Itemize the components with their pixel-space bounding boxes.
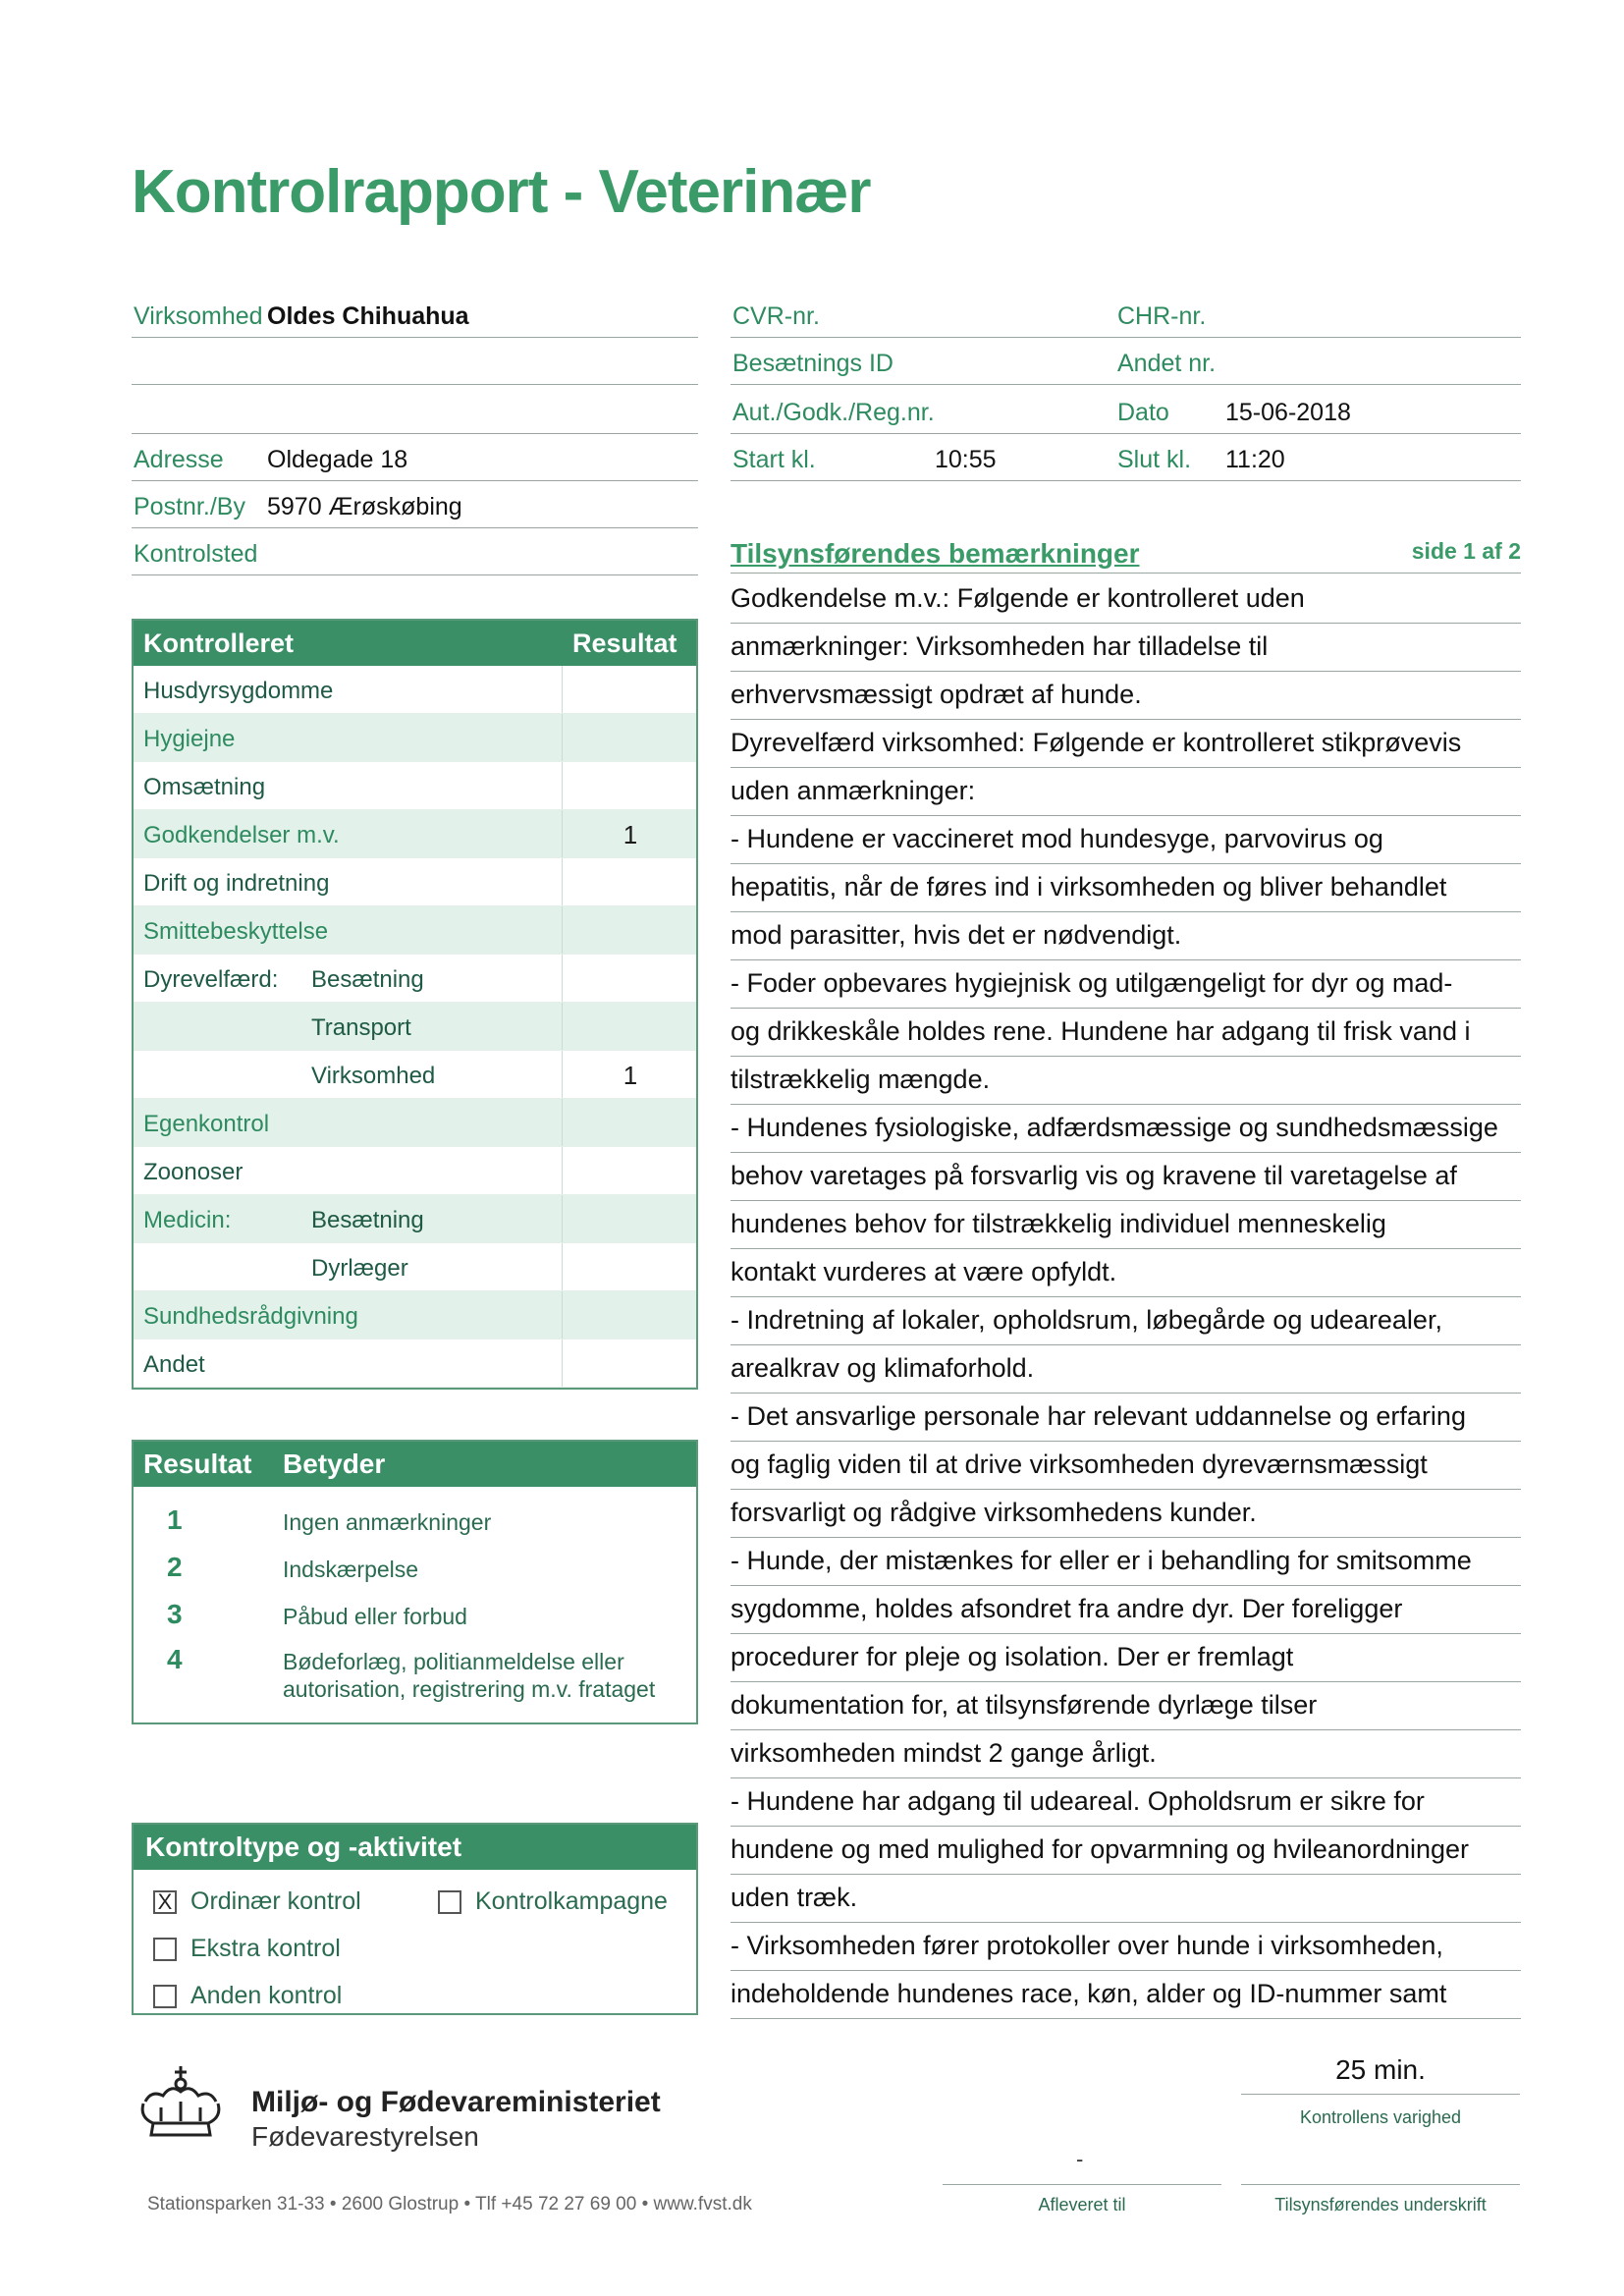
row-result [562, 1147, 698, 1194]
table-row [134, 1243, 696, 1291]
table-row [134, 906, 696, 955]
slut-value: 11:20 [1225, 446, 1285, 473]
checkbox-checked[interactable]: X [153, 1890, 177, 1914]
remark-line: uden anmærkninger: [731, 768, 1521, 816]
checkbox-label: Anden kontrol [190, 1982, 343, 2009]
field-kontrolsted [132, 528, 698, 575]
ekstra-kontrol-checkbox[interactable] [153, 1935, 341, 1963]
row-result [562, 714, 698, 761]
kontrolsted-label: Kontrolsted [134, 540, 258, 568]
remark-line: Dyrevelfærd virksomhed: Følgende er kontrolleret stikprøvevis [731, 720, 1521, 768]
remark-line: - Hundenes fysiologiske, adfærdsmæssige og sundhedsmæssige [731, 1105, 1521, 1153]
kontrolleret-table [132, 619, 698, 1390]
checkbox-label: Kontrolkampagne [475, 1887, 668, 1915]
dato-label: Dato [1117, 399, 1169, 426]
remarks-header [731, 538, 1521, 574]
start-value: 10:55 [935, 446, 997, 473]
field-virksomhed [132, 291, 698, 338]
row-result: 1 [562, 810, 698, 857]
row-label: Andet [143, 1351, 205, 1378]
field-cvr-chr [731, 291, 1521, 338]
kontrolleret-header: Kontrolleret [143, 629, 295, 658]
kontrolleret-table-header [134, 621, 696, 666]
row-label: Zoonoser [143, 1159, 244, 1185]
table-row [134, 810, 696, 858]
page-indicator: side 1 af 2 [1411, 538, 1521, 564]
postnr-label: Postnr./By [134, 493, 245, 520]
remark-line: - Foder opbevares hygiejnisk og utilgængeligt for dyr og mad- [731, 960, 1521, 1009]
andet-label: Andet nr. [1117, 350, 1217, 377]
row-label: Husdyrsygdomme [143, 678, 334, 704]
adresse-label: Adresse [134, 446, 224, 473]
table-row [134, 1147, 696, 1195]
remark-line: tilstrækkelig mængde. [731, 1057, 1521, 1105]
adresse-value: Oldegade 18 [267, 446, 408, 473]
field-start-slut [731, 434, 1521, 481]
footer-address: Stationsparken 31-33 • 2600 Glostrup • Tlf +45 72 27 69 00 • www.fvst.dk [147, 2194, 752, 2214]
row-label: Godkendelser m.v. [143, 822, 340, 848]
remark-line: - Hunde, der mistænkes for eller er i behandling for smitsomme [731, 1538, 1521, 1586]
checkbox-label: Ordinær kontrol [190, 1887, 361, 1915]
field-virksomhed-line2 [132, 338, 698, 385]
table-row [134, 1291, 696, 1339]
table-row [134, 1051, 696, 1099]
remark-line: sygdomme, holdes afsondret fra andre dyr. Der foreligger [731, 1586, 1521, 1634]
row-label: Drift og indretning [143, 870, 330, 897]
remark-line: dokumentation for, at tilsynsførende dyrlæge tilser [731, 1682, 1521, 1730]
aut-label: Aut./Godk./Reg.nr. [732, 399, 935, 426]
ministry-name: Miljø- og Fødevareministeriet [251, 2086, 661, 2118]
row-result: 1 [562, 1051, 698, 1098]
legend-resultat-header: Resultat [143, 1449, 252, 1479]
duration-label: Kontrollens varighed [1299, 2107, 1462, 2127]
field-postnr [132, 481, 698, 528]
table-row [134, 1099, 696, 1147]
remark-line: og faglig viden til at drive virksomheden dyreværnsmæssigt [731, 1442, 1521, 1490]
row-label: Sundhedsrådgivning [143, 1303, 358, 1330]
chr-label: CHR-nr. [1117, 302, 1207, 330]
remarks-body [731, 575, 1521, 2019]
remark-line: kontakt vurderes at være opfyldt. [731, 1249, 1521, 1297]
row-label: Dyrevelfærd: [143, 966, 279, 993]
duration-value: 25 min. [1241, 2054, 1520, 2095]
table-row [134, 666, 696, 714]
legend-number: 2 [167, 1552, 183, 1582]
field-aut-dato [731, 387, 1521, 434]
row-result [562, 666, 698, 713]
remark-line: behov varetages på forsvarlig vis og kravene til varetagelse af [731, 1153, 1521, 1201]
cvr-label: CVR-nr. [732, 302, 820, 330]
legend-number: 1 [167, 1504, 183, 1535]
checkbox-label: Ekstra kontrol [190, 1935, 341, 1962]
postnr-value: 5970 Ærøskøbing [267, 493, 462, 520]
row-sublabel: Besætning [311, 966, 424, 993]
table-row [134, 762, 696, 810]
besaetning-label: Besætnings ID [732, 350, 893, 377]
remark-line: anmærkninger: Virksomheden har tilladelse til [731, 624, 1521, 672]
remark-line: - Indretning af lokaler, opholdsrum, løbegårde og udearealer, [731, 1297, 1521, 1345]
row-result [562, 1243, 698, 1290]
row-result [562, 1003, 698, 1050]
remark-line: mod parasitter, hvis det er nødvendigt. [731, 912, 1521, 960]
kontroltype-box [132, 1823, 698, 2015]
resultat-header: Resultat [572, 629, 677, 658]
agency-name: Fødevarestyrelsen [251, 2121, 479, 2152]
row-sublabel: Dyrlæger [311, 1255, 408, 1282]
remark-line: procedurer for pleje og isolation. Der er fremlagt [731, 1634, 1521, 1682]
checkbox-unchecked[interactable] [438, 1890, 461, 1914]
row-result [562, 1291, 698, 1339]
legend-betyder-header: Betyder [283, 1449, 386, 1479]
remark-line: hepatitis, når de føres ind i virksomheden og bliver behandlet [731, 864, 1521, 912]
table-row [134, 1195, 696, 1243]
anden-kontrol-checkbox[interactable] [153, 1982, 342, 2010]
remark-line: virksomheden mindst 2 gange årligt. [731, 1730, 1521, 1778]
row-result [562, 1195, 698, 1242]
afleveret-dash: - [1076, 2147, 1084, 2171]
row-result [562, 762, 698, 809]
row-sublabel: Besætning [311, 1207, 424, 1233]
remark-line: - Det ansvarlige personale har relevant uddannelse og erfaring [731, 1394, 1521, 1442]
row-result [562, 955, 698, 1002]
virksomhed-label: Virksomhed [134, 302, 263, 330]
legend-number: 4 [167, 1644, 183, 1674]
slut-label: Slut kl. [1117, 446, 1192, 473]
checkbox-unchecked[interactable] [153, 1938, 177, 1961]
table-row [134, 955, 696, 1003]
remarks-title: Tilsynsførendes bemærkninger [731, 538, 1140, 569]
virksomhed-value: Oldes Chihuahua [267, 302, 469, 330]
remark-line: - Virksomheden fører protokoller over hunde i virksomheden, [731, 1923, 1521, 1971]
signature-line: Tilsynsførendes underskrift [1241, 2184, 1520, 2215]
legend-text: Bødeforlæg, politianmeldelse eller autorisation, registrering m.v. frataget [283, 1649, 656, 1702]
remark-line: hundene og med mulighed for opvarmning og hvileanordninger [731, 1827, 1521, 1875]
remark-line: - Hundene er vaccineret mod hundesyge, parvovirus og [731, 816, 1521, 864]
remark-line: - Hundene har adgang til udeareal. Opholdsrum er sikre for [731, 1778, 1521, 1827]
remark-line: forsvarligt og rådgive virksomhedens kunder. [731, 1490, 1521, 1538]
row-label: Hygiejne [143, 726, 236, 752]
ordinaer-kontrol-checkbox[interactable] [153, 1887, 361, 1916]
table-row [134, 1339, 696, 1388]
kontrolkampagne-checkbox[interactable] [438, 1887, 668, 1916]
remark-line: uden træk. [731, 1875, 1521, 1923]
row-sublabel: Virksomhed [311, 1063, 436, 1089]
field-besaetning-andet [731, 338, 1521, 385]
remark-line: indeholdende hundenes race, køn, alder og ID-nummer samt [731, 1971, 1521, 2019]
row-result [562, 1099, 698, 1146]
remark-line: erhvervsmæssigt opdræt af hunde. [731, 672, 1521, 720]
row-result [562, 1339, 698, 1387]
start-label: Start kl. [732, 446, 816, 473]
row-label: Egenkontrol [143, 1111, 270, 1137]
row-label: Medicin: [143, 1207, 232, 1233]
dato-value: 15-06-2018 [1225, 399, 1351, 426]
remark-line: arealkrav og klimaforhold. [731, 1345, 1521, 1394]
remark-line: og drikkeskåle holdes rene. Hundene har adgang til frisk vand i [731, 1009, 1521, 1057]
checkbox-unchecked[interactable] [153, 1985, 177, 2008]
row-sublabel: Transport [311, 1014, 411, 1041]
afleveret-til-line: Afleveret til [943, 2184, 1221, 2215]
legend-number: 3 [167, 1599, 183, 1629]
row-result [562, 858, 698, 905]
table-row [134, 858, 696, 906]
legend-text: Indskærpelse [283, 1557, 419, 1582]
table-row [134, 1003, 696, 1051]
table-row [134, 714, 696, 762]
field-virksomhed-line3 [132, 387, 698, 434]
legend-text: Påbud eller forbud [283, 1604, 467, 1629]
kontroltype-title: Kontroltype og -aktivitet [134, 1825, 696, 1870]
field-adresse [132, 434, 698, 481]
row-result [562, 906, 698, 954]
result-legend-header [134, 1442, 696, 1487]
result-legend-table [132, 1440, 698, 1724]
remark-line: hundenes behov for tilstrækkelig individuel menneskelig [731, 1201, 1521, 1249]
remark-line: Godkendelse m.v.: Følgende er kontrolleret uden [731, 575, 1521, 624]
row-label: Smittebeskyttelse [143, 918, 329, 945]
crown-logo-icon [132, 2064, 230, 2153]
legend-text: Ingen anmærkninger [283, 1509, 492, 1535]
report-title: Kontrolrapport - Veterinær [132, 158, 871, 226]
row-label: Omsætning [143, 774, 266, 800]
